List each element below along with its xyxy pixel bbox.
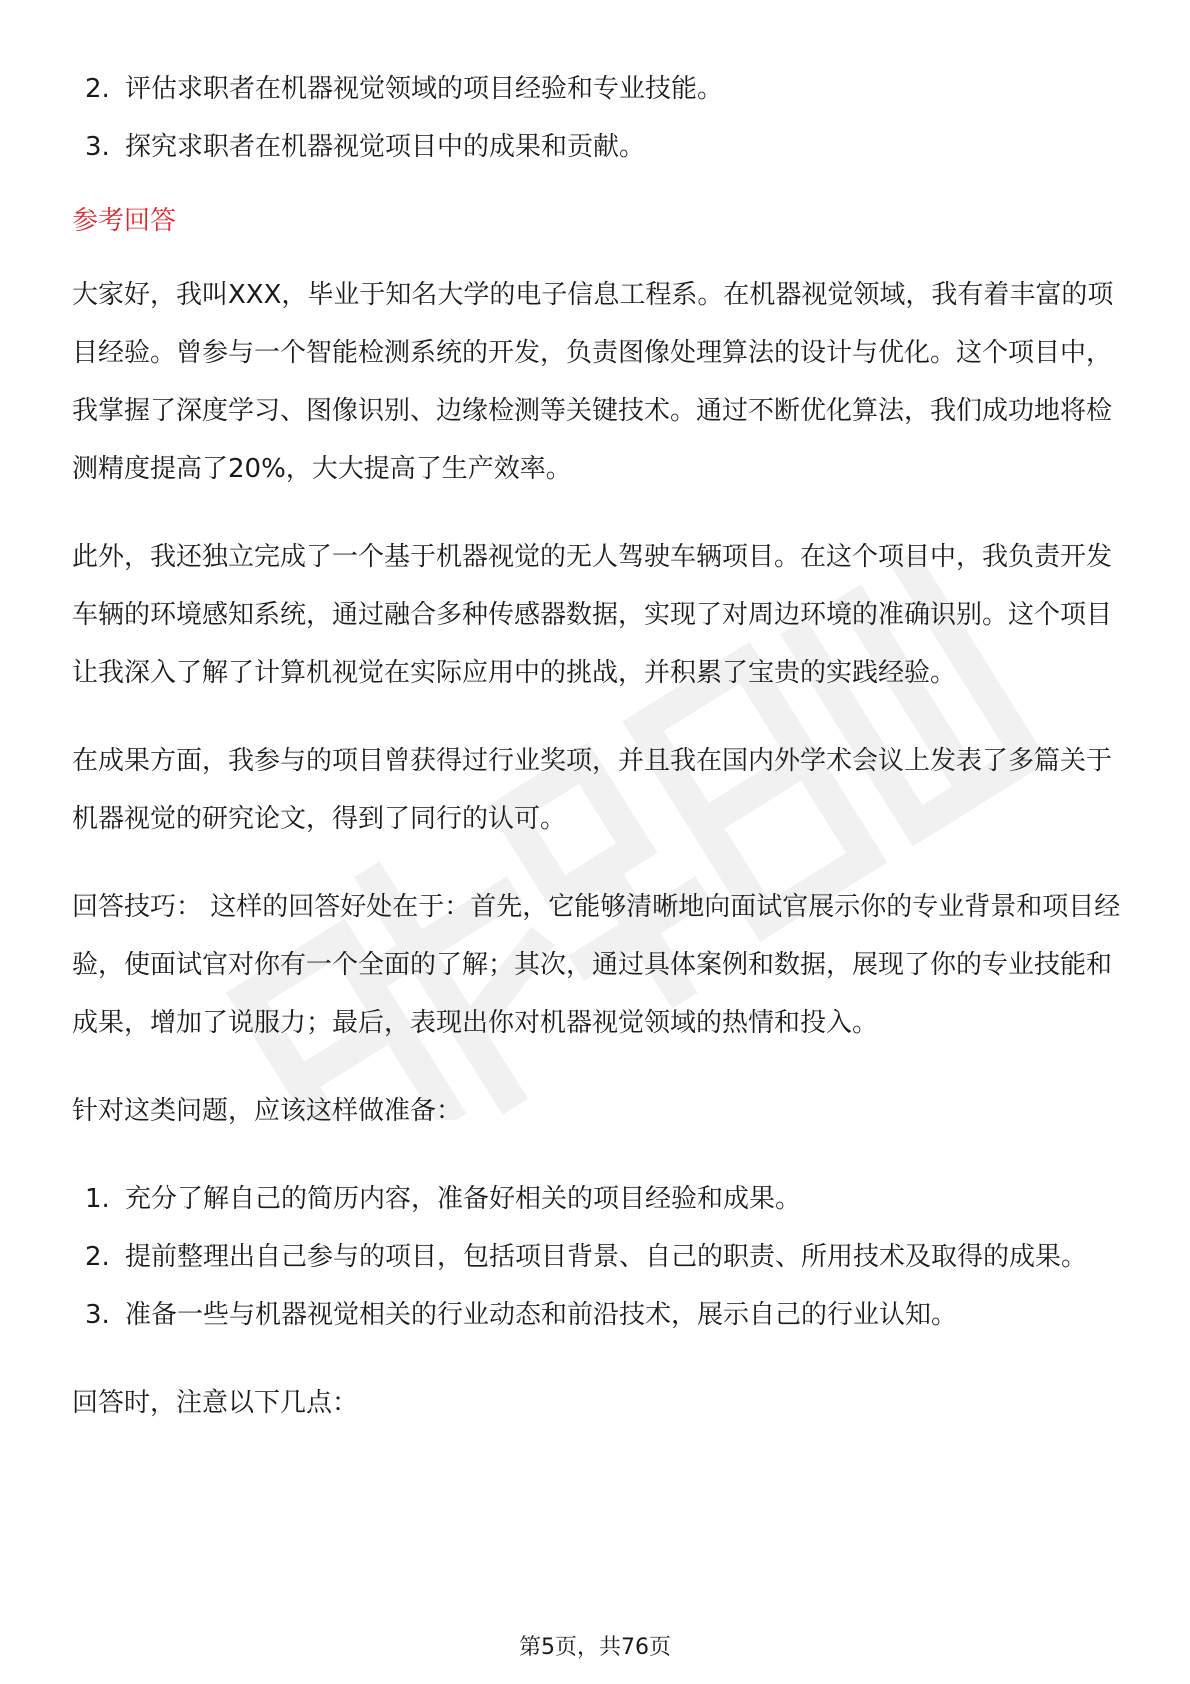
closing-line: 回答时，注意以下几点：: [72, 1388, 359, 1418]
document-content: [72, 60, 1122, 1462]
list-text: 准备一些与机器视觉相关的行业动态和前沿技术，展示自己的行业认知。: [125, 1300, 958, 1330]
list-number: 2.: [85, 1242, 110, 1272]
prep-list: [72, 1170, 1122, 1344]
paragraph: 大家好，我叫XXX，毕业于知名大学的电子信息工程系。在机器视觉领域，我有着丰富的项目经验。曾参与一个智能检测系统的开发，负责图像处理算法的设计与优化。这个项目中，我掌握了深度学习、图像识别、边缘检测等关键技术。通过不断优化算法，我们成功地将检测精度提高了20%，大大提高了生产效率。: [72, 280, 1114, 484]
list-number: 3.: [85, 132, 110, 162]
list-text: 充分了解自己的简历内容，准备好相关的项目经验和成果。: [125, 1184, 802, 1214]
list-item: [72, 60, 1122, 118]
paragraph: 此外，我还独立完成了一个基于机器视觉的无人驾驶车辆项目。在这个项目中，我负责开发车辆的环境感知系统，通过融合多种传感器数据，实现了对周边环境的准确识别。这个项目让我深入了解了计算机视觉在实际应用中的挑战，并积累了宝贵的实践经验。: [72, 542, 1113, 688]
list-number: 2.: [85, 74, 110, 104]
list-text: 评估求职者在机器视觉领域的项目经验和专业技能。: [125, 74, 724, 104]
top-list: [72, 60, 1122, 176]
list-text: 探究求职者在机器视觉项目中的成果和贡献。: [125, 132, 646, 162]
list-item: [72, 1286, 1122, 1344]
list-text: 提前整理出自己参与的项目，包括项目背景、自己的职责、所用技术及取得的成果。: [125, 1242, 1088, 1272]
list-item: [72, 118, 1122, 176]
list-item: [72, 1170, 1122, 1228]
list-number: 1.: [85, 1184, 110, 1214]
paragraph: 回答技巧： 这样的回答好处在于：首先，它能够清晰地向面试官展示你的专业背景和项目经验，使面试官对你有一个全面的了解；其次，通过具体案例和数据，展现了你的专业技能和成果，增加了说服力；最后，表现出你对机器视觉领域的热情和投入。: [72, 892, 1121, 1038]
section-heading: 参考回答: [72, 206, 177, 236]
paragraph: 在成果方面，我参与的项目曾获得过行业奖项，并且我在国内外学术会议上发表了多篇关于机器视觉的研究论文，得到了同行的认可。: [72, 746, 1113, 834]
page-footer: 第5页，共76页: [519, 1635, 671, 1660]
list-item: [72, 1228, 1122, 1286]
paragraph: 针对这类问题，应该这样做准备：: [72, 1096, 463, 1126]
list-number: 3.: [85, 1300, 110, 1330]
